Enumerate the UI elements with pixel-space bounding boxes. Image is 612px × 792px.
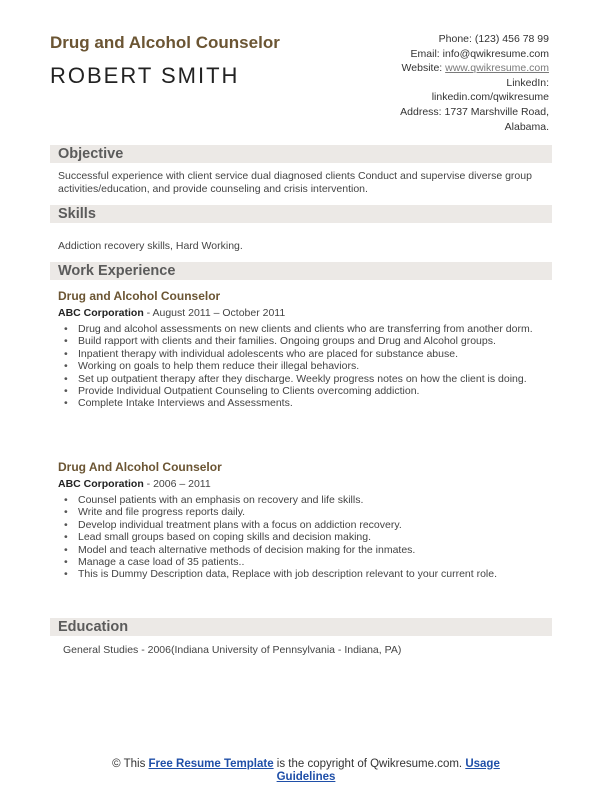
- contact-website: [289, 61, 549, 76]
- list-item: • Build rapport with clients and their families. Ongoing groups and Drug and Alcohol groups.: [58, 335, 548, 347]
- website-label: Website:: [401, 62, 443, 75]
- list-item: • Complete Intake Interviews and Assessments.: [58, 397, 548, 409]
- education-item: General Studies - 2006(Indiana University of Pennsylvania - Indiana, PA): [63, 644, 402, 656]
- objective-text: Successful experience with client service dual diagnosed clients Conduct and supervise diverse group activities/education, and provide counseling and crisis intervention.: [58, 170, 532, 195]
- copyright-footer: [50, 758, 562, 784]
- list-item: • Model and teach alternative methods of decision making for the inmates.: [58, 544, 548, 556]
- list-item: • Write and file progress reports daily.: [58, 506, 548, 518]
- work-section-header: [50, 262, 552, 280]
- list-item: • Provide Individual Outpatient Counseling to Clients overcoming addiction.: [58, 385, 548, 397]
- objective-section-header: [50, 145, 552, 163]
- guidelines-link[interactable]: Guidelines: [276, 771, 336, 783]
- contact-linkedin[interactable]: linkedin.com/qwikresume: [431, 91, 549, 104]
- list-item: • Working on goals to help them reduce their illegal behaviors.: [58, 360, 548, 372]
- website-link[interactable]: www.qwikresume.com: [445, 62, 549, 75]
- skills-section-header: [50, 205, 552, 223]
- education-heading: Education: [58, 619, 129, 635]
- list-item: • Manage a case load of 35 patients..: [58, 556, 548, 568]
- job-2-dates: - 2006 – 2011: [143, 478, 211, 490]
- contact-address-line2: Alabama.: [504, 120, 549, 133]
- job-2-title: Drug And Alcohol Counselor: [58, 460, 222, 474]
- job-1-company: ABC Corporation: [58, 307, 144, 319]
- list-item: • Lead small groups based on coping skills and decision making.: [58, 531, 548, 543]
- header-job-title: Drug and Alcohol Counselor: [50, 33, 280, 52]
- footer-prefix: © This: [112, 758, 149, 770]
- skills-heading: Skills: [58, 206, 96, 222]
- job-2-bullets: [58, 494, 548, 581]
- contact-linkedin-label: LinkedIn:: [506, 76, 549, 89]
- job-1-title: Drug and Alcohol Counselor: [58, 289, 221, 303]
- candidate-name: ROBERT SMITH: [50, 63, 240, 88]
- contact-phone: [289, 32, 549, 47]
- list-item: • Drug and alcohol assessments on new clients and clients who are transferring from another dorm.: [58, 323, 548, 335]
- list-item: • Set up outpatient therapy after they discharge. Weekly progress notes on how the client is doing.: [58, 373, 548, 385]
- objective-heading: Objective: [58, 146, 124, 162]
- job-2-meta: [58, 478, 211, 490]
- phone-value: (123) 456 78 99: [474, 33, 549, 45]
- address-line1: 1737 Marshville Road,: [444, 105, 549, 118]
- work-heading: Work Experience: [58, 263, 176, 279]
- list-item: • Develop individual treatment plans with a focus on addiction recovery.: [58, 519, 548, 531]
- skills-text: Addiction recovery skills, Hard Working.: [58, 240, 243, 252]
- email-label: Email:: [410, 47, 440, 60]
- usage-link[interactable]: Usage: [465, 758, 500, 770]
- job-1-meta: [58, 307, 285, 319]
- job-1-dates: - August 2011 – October 2011: [143, 307, 286, 319]
- list-item: • Inpatient therapy with individual adolescents who are placed for substance abuse.: [58, 348, 548, 360]
- education-section-header: [50, 618, 552, 636]
- address-label: Address:: [400, 105, 442, 118]
- contact-address: [289, 105, 549, 120]
- contact-block: [289, 32, 549, 134]
- contact-email: [289, 47, 549, 62]
- job-1-bullets: [58, 323, 548, 410]
- job-2-company: ABC Corporation: [58, 478, 144, 490]
- phone-label: Phone:: [438, 33, 472, 45]
- list-item: • Counsel patients with an emphasis on recovery and life skills.: [58, 494, 548, 506]
- email-value[interactable]: info@qwikresume.com: [442, 47, 549, 60]
- footer-middle: is the copyright of Qwikresume.com.: [273, 758, 466, 770]
- list-item: • This is Dummy Description data, Replace with job description relevant to your current role.: [58, 568, 548, 580]
- free-resume-template-link[interactable]: Free Resume Template: [148, 758, 274, 770]
